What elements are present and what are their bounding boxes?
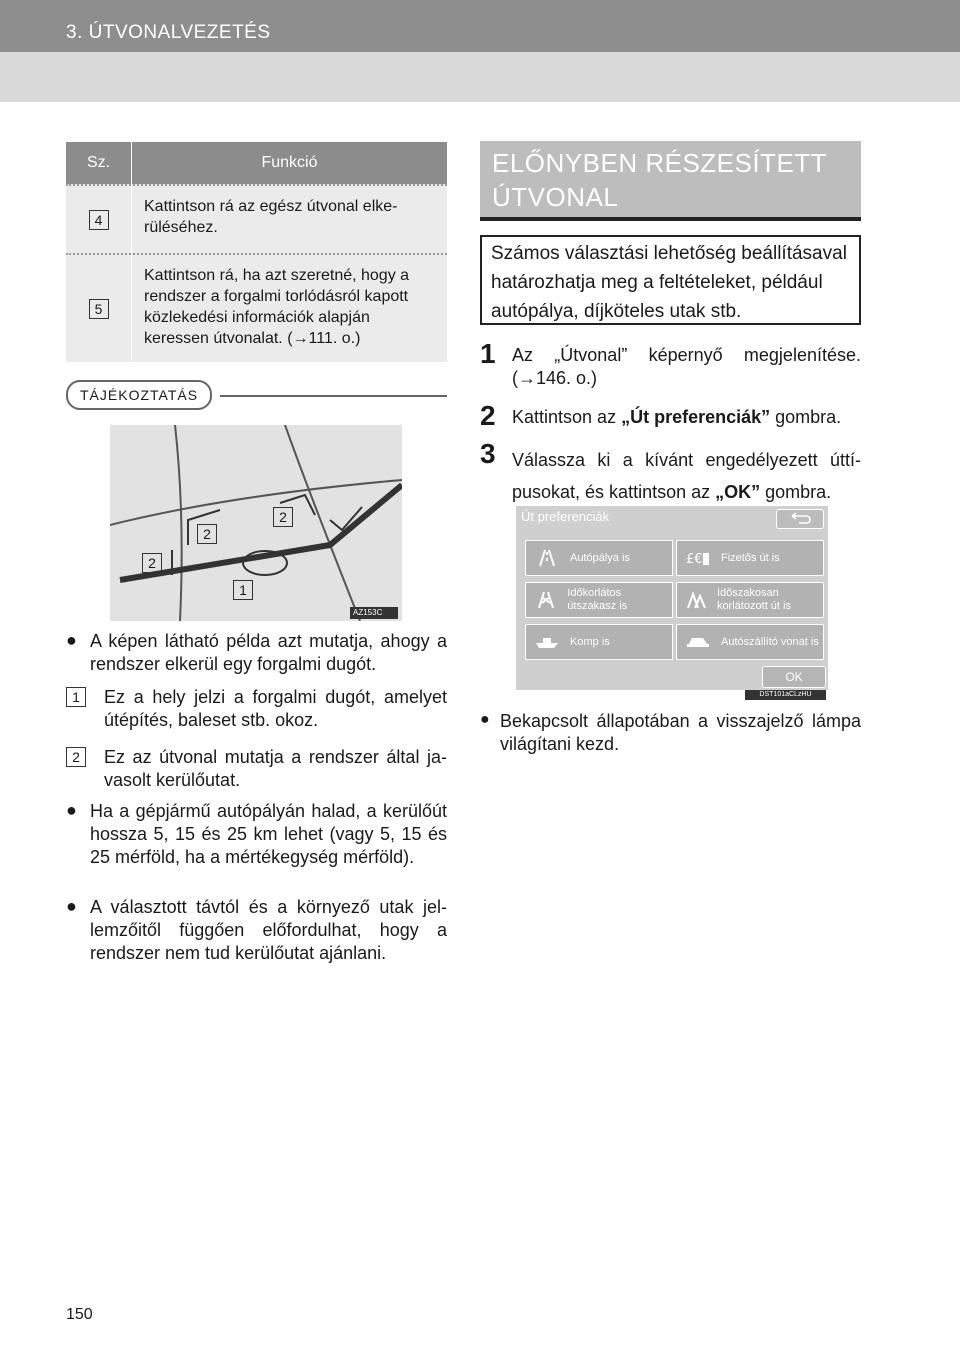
bullet-icon: ●	[480, 711, 490, 728]
step-number: 3	[480, 438, 496, 469]
detour-map-illustration	[110, 425, 402, 621]
paragraph-distance: Ha a gépjármű autópályán halad, a kerülőút hossza 5, 15 és 25 km lehet (vagy 5, 15 és 25 mérföld, ha a mértékegység mérföld).	[90, 801, 447, 867]
back-button[interactable]	[776, 509, 824, 529]
header-band	[0, 52, 960, 102]
bullet-icon: ●	[66, 630, 77, 650]
time-restricted-toggle-button[interactable]: Időkorlátos útszakasz is	[525, 582, 673, 618]
row-text: Kattintson rá az egész útvonal elkerüléséhez.	[144, 198, 398, 236]
button-name-ok: „OK”	[715, 482, 761, 502]
seasonal-icon	[685, 590, 707, 610]
image-code: DST101aCLzHU	[745, 690, 826, 700]
step-number: 2	[480, 400, 496, 431]
section-title: ELŐNYBEN RÉSZESÍTETT ÚTVONAL	[492, 148, 827, 212]
step-number: 1	[480, 338, 496, 369]
step-1-text: Az „Útvonal” képernyő megjelenítése. (→146. o.)	[512, 345, 861, 388]
back-arrow-icon	[777, 510, 823, 528]
screen-title: Út preferenciák	[521, 509, 610, 524]
chapter-title: 3. ÚTVONALVEZETÉS	[66, 22, 271, 43]
notice-divider	[220, 395, 447, 397]
map-code: AZ153C	[353, 608, 383, 617]
time-restricted-icon	[534, 590, 557, 610]
map-label-1: 1	[233, 580, 253, 600]
page-number: 150	[66, 1306, 93, 1323]
item-number-1: 1	[66, 687, 86, 707]
item-number-2: 2	[66, 747, 86, 767]
car-train-icon	[685, 632, 711, 652]
svg-text:£€: £€	[686, 552, 703, 567]
ok-button[interactable]: OK	[762, 666, 826, 688]
toll-icon	[685, 548, 711, 568]
map-graphic	[110, 425, 402, 621]
indicator-note: Bekapcsolt állapotában a visszajelző lámpa világítani kezd.	[500, 711, 861, 754]
paragraph-detour: Ez az útvonal mutatja a rendszer által javasolt kerülőutat.	[104, 747, 447, 790]
highway-icon	[534, 548, 560, 568]
step-2-text: Kattintson az „Út preferenciák” gombra.	[512, 407, 842, 427]
row-number: 4	[89, 210, 109, 230]
map-label-2: 2	[142, 553, 162, 573]
toll-road-toggle-button[interactable]: £€ Fizetős út is	[676, 540, 824, 576]
seasonal-restricted-toggle-button[interactable]: Időszakosan korlátozott út is	[676, 582, 824, 618]
ferry-toggle-button[interactable]: Komp is	[525, 624, 673, 660]
map-label-2: 2	[273, 507, 293, 527]
button-name-route-prefs: „Út preferenciák”	[621, 407, 771, 427]
row-text: Kattintson rá, ha azt szeretné, hogy a rendszer a forgalmi torlódásról kapott közlekedési információk alapján keressen útvonalat. (→111. o.)	[144, 267, 410, 347]
highway-toggle-button[interactable]: Autópálya is	[525, 540, 673, 576]
bullet-icon: ●	[66, 896, 77, 916]
col-function-header: Funkció	[261, 154, 318, 171]
col-number-header: Sz.	[66, 142, 132, 184]
row-number: 5	[89, 299, 109, 319]
map-label-2: 2	[197, 524, 217, 544]
table-row	[66, 253, 447, 362]
step-3-text: Válassza ki a kívánt engedélyezett úttípusokat, és kattintson az „OK” gombra.	[512, 450, 861, 502]
function-table	[66, 142, 447, 362]
table-header	[66, 142, 447, 184]
paragraph-jam: Ez a hely jelzi a forgalmi dugót, amelyet útépítés, baleset stb. okoz.	[104, 687, 447, 730]
car-train-toggle-button[interactable]: Autószállító vonat is	[676, 624, 824, 660]
section-intro: Számos választási lehetőség beállításaval határozhatja meg a feltételeket, például autópálya, díjköteles utak stb.	[480, 235, 861, 325]
ferry-icon	[534, 632, 560, 652]
notice-label: TÁJÉKOZTATÁS	[66, 380, 212, 410]
paragraph-limitation: A választott távtól és a környező utak jellemzőitől függően előfordulhat, hogy a rendszer nem tud kerülőutat ajánlani.	[90, 897, 447, 963]
bullet-icon: ●	[66, 800, 77, 820]
paragraph-example: A képen látható példa azt mutatja, ahogy a rendszer elkerül egy forgalmi dugót.	[90, 631, 447, 674]
table-row	[66, 184, 447, 253]
